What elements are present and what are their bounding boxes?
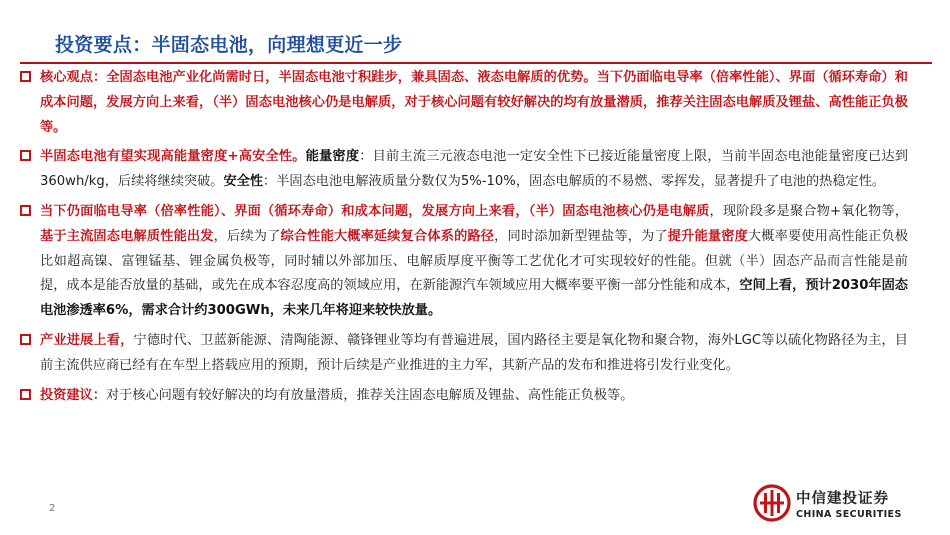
text-segment: 产业进展上看， xyxy=(40,332,134,348)
text-segment: 提升能量密度 xyxy=(667,228,748,244)
key-point-text xyxy=(40,329,908,379)
text-segment: ，现阶段多是聚合物+氧化物等， xyxy=(709,203,908,219)
text-segment: 当下仍面临电导率（倍率性能）、界面（循环寿命）和成本问题，发展方向上来看，（半）固态电池核心仍是电解质 xyxy=(40,203,710,219)
text-segment: 核心观点：全固态电池产业化尚需时日，半固态电池寸积跬步，兼具固态、液态电解质的优势。当下仍面临电导率（倍率性能）、界面（循环寿命）和成本问题，发展方向上来看，（半）固态电池核心仍是电解质，对于核心问题有较好解决的均有放量潜质，推荐关注固态电解质及锂盐、高性能正负极等。 xyxy=(40,70,908,135)
text-segment: 安全性 xyxy=(223,174,264,190)
key-point-energy-safety xyxy=(20,145,908,195)
key-point-text xyxy=(40,384,908,409)
page-title: 投资要点：半固态电池，向理想更近一步 xyxy=(55,34,403,56)
text-segment: ：半固态电池电解液质量分数仅为5%-10%，固态电解质的不易燃、零挥发，显著提升了电池的热稳定性。 xyxy=(263,174,886,190)
text-segment: 基于主流固态电解质性能出发 xyxy=(40,228,214,244)
text-segment: 对于核心问题有较好解决的均有放量潜质，推荐关注固态电解质及锂盐、高性能正负极等。 xyxy=(105,387,634,403)
key-point-investment-advice xyxy=(20,384,908,409)
text-segment: 半固态电池有望实现高能量密度+高安全性。 xyxy=(40,149,306,165)
key-point-challenges xyxy=(20,200,908,324)
text-segment: 能量密度 xyxy=(305,149,360,165)
square-bullet-icon xyxy=(20,334,31,345)
logo-name-en: CHINA SECURITIES xyxy=(796,508,902,520)
key-point-core-view xyxy=(20,66,908,140)
title-divider xyxy=(20,62,932,64)
text-segment: ：目前主流三元液态电池一定安全性下已接近能量密度上限，当前半固态电池能量密度已达到360wh/kg，后续将继续突破。 xyxy=(40,149,908,190)
key-points-list xyxy=(20,66,908,413)
china-securities-logo-icon xyxy=(753,484,791,522)
page-number: 2 xyxy=(49,503,56,514)
square-bullet-icon xyxy=(20,150,31,161)
text-segment: ，后续为了 xyxy=(213,228,281,244)
key-point-text xyxy=(40,145,908,195)
text-segment: 综合性能大概率延续复合体系的路径 xyxy=(280,228,495,244)
text-segment: 空间上看，预计2030年固态电池渗透率6%，需求合计约300GWh，未来几年将迎来较快放量。 xyxy=(40,278,908,319)
key-point-industry-progress xyxy=(20,329,908,379)
text-segment: 投资建议： xyxy=(40,387,106,403)
text-segment: 大概率要使用高性能正负极比如超高镍、富锂锰基、锂金属负极等，同时辅以外部加压、电解质厚度平衡等工艺优化才可实现较好的性能。但就（半）固态产品而言性能是前提，成本是能否放量的基础，或先在成本容忍度高的领域应用，在新能源汽车领域应用大概率要平衡一部分性能和成本， xyxy=(40,228,909,294)
square-bullet-icon xyxy=(20,389,31,400)
square-bullet-icon xyxy=(20,205,31,216)
square-bullet-icon xyxy=(20,71,31,82)
key-point-text xyxy=(40,66,908,140)
logo-name-cn: 中信建投证券 xyxy=(796,490,889,507)
text-segment: 宁德时代、卫蓝新能源、清陶能源、赣锋锂业等均有普遍进展，国内路径主要是氧化物和聚合物，海外LGC等以硫化物路径为主，目前主流供应商已经有在车型上搭载应用的预期，预计后续是产业推进的主力军，其新产品的发布和推进将引发行业变化。 xyxy=(40,332,908,373)
key-point-text xyxy=(40,200,908,324)
text-segment: ，同时添加新型锂盐等，为了 xyxy=(494,228,668,244)
company-logo xyxy=(753,484,902,522)
